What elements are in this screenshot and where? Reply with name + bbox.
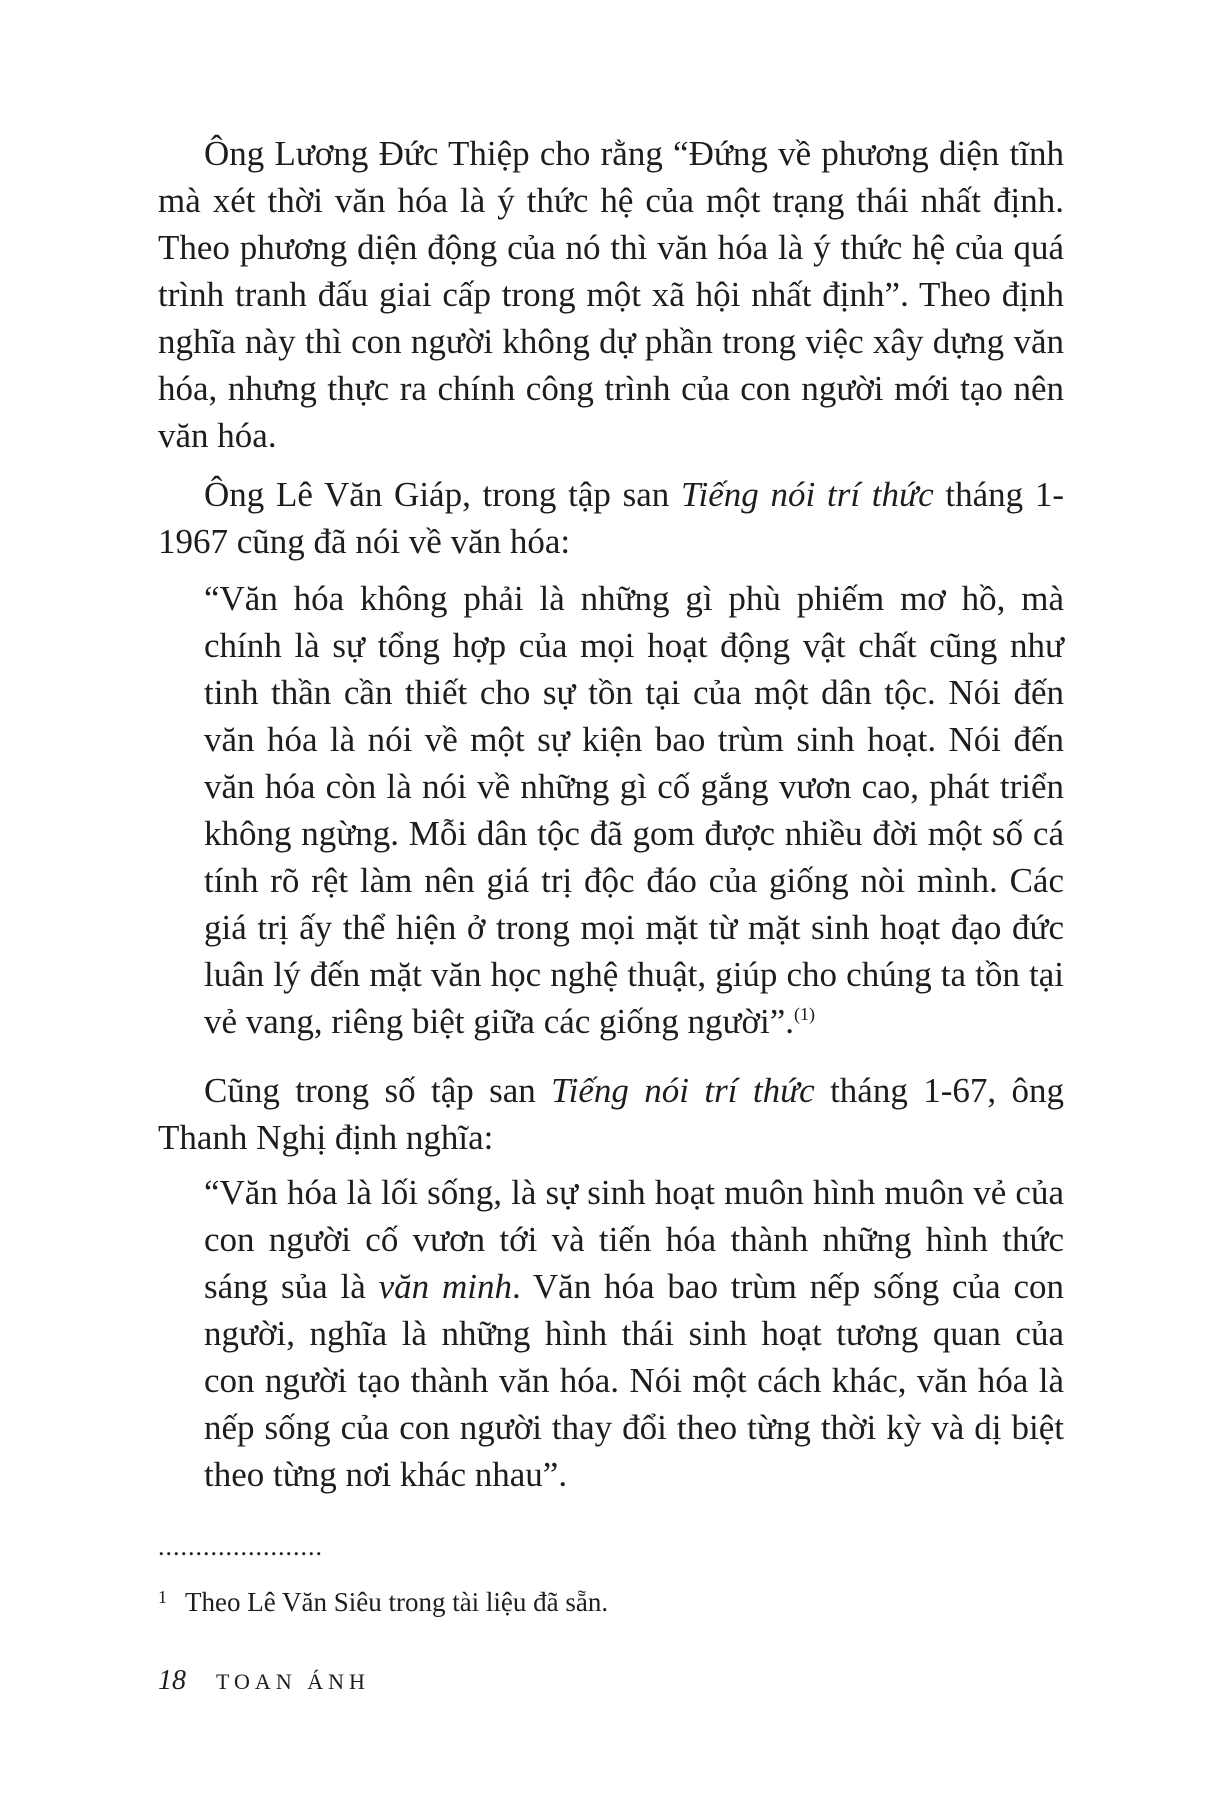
page-body (158, 130, 1064, 1498)
paragraph-3 (158, 1067, 1064, 1161)
quote-2-italic-term: văn minh (378, 1267, 512, 1306)
footnote (158, 1580, 608, 1619)
journal-title-2: Tiếng nói trí thức (551, 1071, 815, 1110)
footnote-number: 1 (158, 1587, 167, 1607)
paragraph-2-text-after: tháng 1-1967 cũng đã nói về văn hóa: (158, 475, 1064, 561)
quote-1 (158, 575, 1064, 1045)
quote-1-text: “Văn hóa không phải là những gì phù phiếm mơ hồ, mà chính là sự tổng hợp của mọi hoạt động vật chất cũng như tinh thần cần thiết cho sự tồn tại của một dân tộc. Nói đến văn hóa là nói về một sự kiện bao trùm sinh hoạt. Nói đến văn hóa còn là nói về những gì cố gắng vươn cao, phát triển không ngừng. Mỗi dân tộc đã gom được nhiều đời một số cá tính rõ rệt làm nên giá trị độc đáo của giống nòi mình. Các giá trị ấy thể hiện ở trong mọi mặt từ mặt sinh hoạt đạo đức luân lý đến mặt văn học nghệ thuật, giúp cho chúng ta tồn tại vẻ vang, riêng biệt giữa các giống người”. (204, 579, 1064, 1041)
footnote-reference[interactable]: (1) (794, 1004, 816, 1024)
footnote-text: Theo Lê Văn Siêu trong tài liệu đã sẵn. (185, 1587, 609, 1617)
footnote-separator: ...................... (158, 1532, 323, 1561)
paragraph-2-text-before: Ông Lê Văn Giáp, trong tập san (204, 475, 682, 514)
running-author: TOAN ÁNH (216, 1669, 370, 1694)
paragraph-3-text-after: tháng 1-67, ông Thanh Nghị định nghĩa: (158, 1071, 1064, 1157)
paragraph-2 (158, 471, 1064, 565)
paragraph-1: Ông Lương Đức Thiệp cho rằng “Đứng về phương diện tĩnh mà xét thời văn hóa là ý thức hệ của một trạng thái nhất định. Theo phương diện động của nó thì văn hóa là ý thức hệ của quá trình tranh đấu giai cấp trong một xã hội nhất định”. Theo định nghĩa này thì con người không dự phần trong việc xây dựng văn hóa, nhưng thực ra chính công trình của con người mới tạo nên văn hóa. (158, 134, 1064, 455)
quote-2-text-after: . Văn hóa bao trùm nếp sống của con người, nghĩa là những hình thái sinh hoạt tương quan của con người tạo thành văn hóa. Nói một cách khác, văn hóa là nếp sống của con người thay đổi theo từng thời kỳ và dị biệt theo từng nơi khác nhau”. (204, 1267, 1064, 1494)
quote-2-text-before: “Văn hóa là lối sống, là sự sinh hoạt muôn hình muôn vẻ của con người cố vươn tới và tiến hóa thành những hình thức sáng sủa là (204, 1173, 1064, 1306)
journal-title: Tiếng nói trí thức (681, 475, 934, 514)
paragraph-3-text-before: Cũng trong số tập san (204, 1071, 552, 1110)
page-number: 18 (158, 1665, 186, 1696)
quote-2 (158, 1169, 1064, 1498)
page-footer (158, 1664, 370, 1699)
